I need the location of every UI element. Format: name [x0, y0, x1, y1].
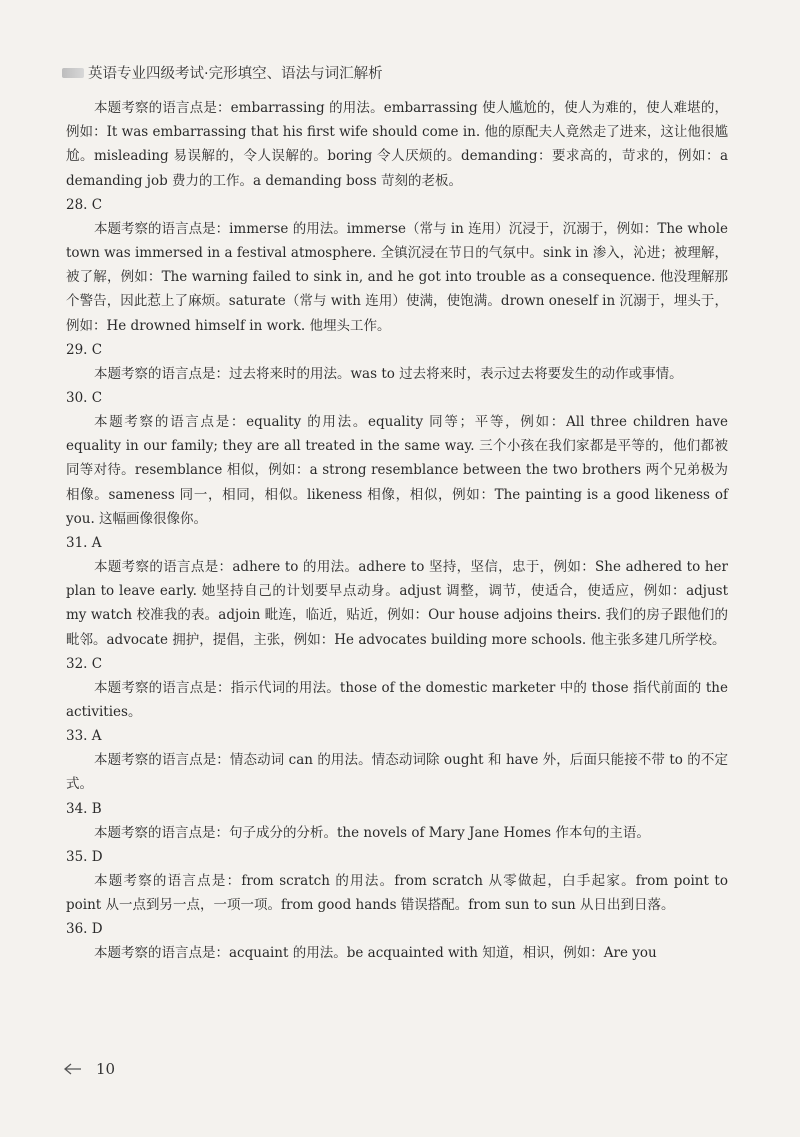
- page-footer: [64, 1060, 115, 1078]
- paragraph-33: 本题考察的语言点是：情态动词 can 的用法。情态动词除 ought 和 have 外，后面只能接不带 to 的不定式。: [66, 752, 728, 793]
- answer-30: 30. C: [66, 390, 103, 407]
- answer-29: 29. C: [66, 341, 103, 358]
- paragraph-30: 本题考察的语言点是：equality 的用法。equality 同等；平等，例如：All three children have equality in our family; they are all treated in the same way. 三个小孩在我们家都是平等的，他们都被同等对待。resemblance 相似，例如：a strong resemblance between the two brothers 两个兄弟极为相像。sameness 同一，相同，相似。likeness 相像，相似，例如：The painting is a good likeness of you. 这幅画像很像你。: [66, 414, 728, 527]
- paragraph-34: 本题考察的语言点是：句子成分的分析。the novels of Mary Jane Homes 作本句的主语。: [94, 824, 650, 841]
- answer-31: 31. A: [66, 535, 102, 552]
- header-decoration: [62, 68, 84, 78]
- answer-35: 35. D: [66, 848, 103, 865]
- paragraph-29: 本题考察的语言点是：过去将来时的用法。was to 过去将来时，表示过去将要发生的动作或事情。: [94, 365, 683, 382]
- running-header: [62, 62, 752, 83]
- arrow-left-icon: [64, 1063, 82, 1075]
- answer-36: 36. D: [66, 921, 103, 938]
- paragraph-intro: 本题考察的语言点是：embarrassing 的用法。embarrassing 使人尴尬的，使人为难的，使人难堪的，例如：It was embarrassing that his first wife should come in. 他的原配夫人竟然走了进来，这让他很尴尬。misleading 易误解的，令人误解的。boring 令人厌烦的。demanding：要求高的，苛求的，例如：a demanding job 费力的工作。a demanding boss 苛刻的老板。: [66, 100, 728, 189]
- answer-28: 28. C: [66, 196, 103, 213]
- answer-32: 32. C: [66, 655, 103, 672]
- answer-34: 34. B: [66, 800, 102, 817]
- paragraph-35: 本题考察的语言点是：from scratch 的用法。from scratch 从零做起，白手起家。from point to point 从一点到另一点，一项一项。from good hands 错误搭配。from sun to sun 从日出到日落。: [66, 872, 728, 914]
- paragraph-28: 本题考察的语言点是：immerse 的用法。immerse（常与 in 连用）沉浸于，沉溺于，例如：The whole town was immersed in a festival atmosphere. 全镇沉浸在节日的气氛中。sink in 渗入，沁进；被理解，被了解，例如：The warning failed to sink in, and he got into trouble as a consequence. 他没理解那个警告，因此惹上了麻烦。saturate（常与 with 连用）使满，使饱满。drown oneself in 沉溺于，埋头于，例如：He drowned himself in work. 他埋头工作。: [66, 220, 728, 334]
- paragraph-31: 本题考察的语言点是：adhere to 的用法。adhere to 坚持，坚信，忠于，例如：She adhered to her plan to leave early. 她坚持自己的计划要早点动身。adjust 调整，调节，使适合，使适应，例如：adjust my watch 校准我的表。adjoin 毗连，临近，贴近，例如：Our house adjoins theirs. 我们的房子跟他们的毗邻。advocate 拥护，提倡，主张，例如：He advocates building more schools. 他主张多建几所学校。: [66, 559, 728, 648]
- paragraph-36: 本题考察的语言点是：acquaint 的用法。be acquainted with 知道，相识，例如：Are you: [94, 945, 657, 962]
- page-number: 10: [96, 1060, 116, 1078]
- header-title: 英语专业四级考试·完形填空、语法与词汇解析: [88, 66, 383, 82]
- answer-33: 33. A: [66, 728, 102, 745]
- page-content: [66, 96, 728, 965]
- paragraph-32: 本题考察的语言点是：指示代词的用法。those of the domestic marketer 中的 those 指代前面的 the activities。: [66, 679, 728, 721]
